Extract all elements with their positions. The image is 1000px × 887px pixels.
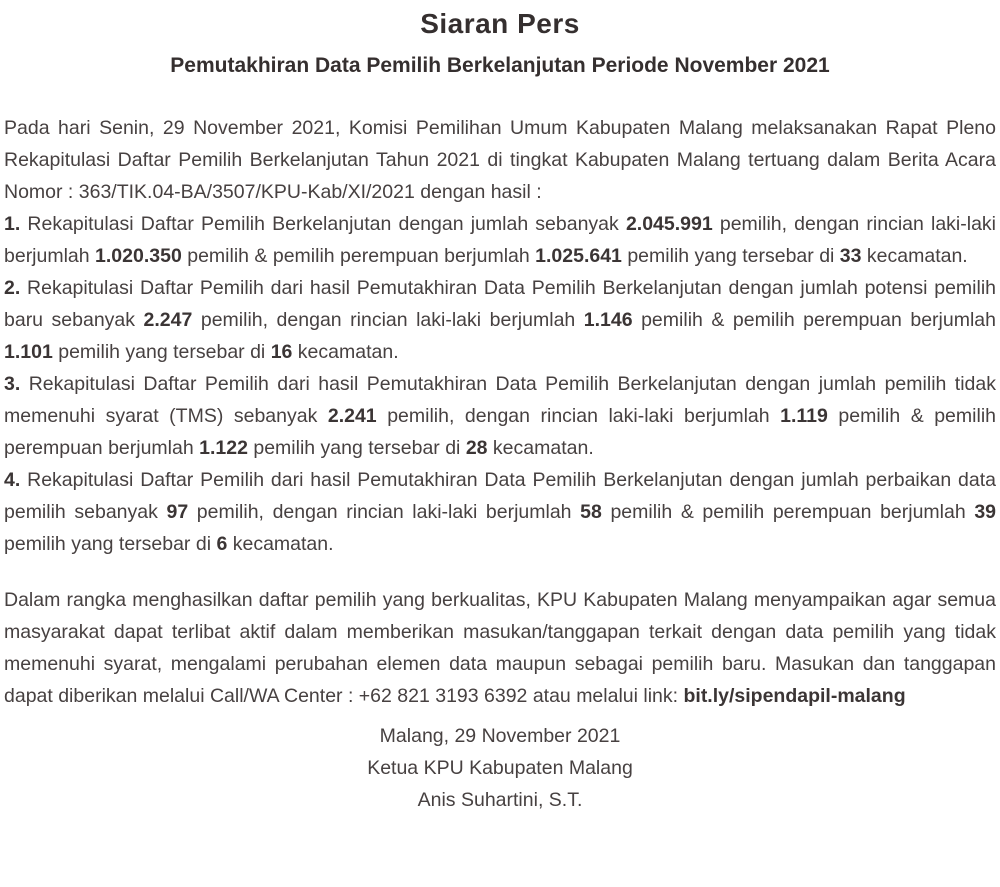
signature-role: Ketua KPU Kabupaten Malang bbox=[367, 757, 633, 779]
text-segment: Dalam rangka menghasilkan daftar pemilih yang berkualitas, KPU Kabupaten Malang menyampaikan agar semua masyarakat dapat terlibat aktif dalam memberikan masukan/tanggapan terkait dengan data pemilih yang tidak memenuhi syarat, mengalami perubahan elemen data maupun sebagai pemilih baru. Masukan dan tanggapan dapat diberikan melalui Call/WA Center : +62 821 3193 6392 atau melalui link: bbox=[4, 589, 996, 707]
text-segment: pemilih & pemilih perempuan berjumlah bbox=[4, 405, 996, 459]
emphasized-text: 1.122 bbox=[199, 437, 248, 459]
emphasized-text: 2.241 bbox=[327, 405, 377, 427]
bitly-link[interactable]: bit.ly/sipendapil-malang bbox=[683, 685, 906, 707]
text-segment: pemilih, dengan rincian laki-laki berjumlah bbox=[188, 501, 581, 523]
document-body bbox=[4, 112, 996, 560]
text-segment: pemilih, dengan rincian laki-laki berjumlah bbox=[376, 405, 781, 427]
emphasized-text: 2. bbox=[4, 277, 21, 299]
signature-place-date: Malang, 29 November 2021 bbox=[379, 725, 621, 747]
text-segment: kecamatan. bbox=[292, 341, 399, 363]
text-segment: pemilih & pemilih perempuan berjumlah bbox=[632, 309, 996, 331]
closing-paragraph bbox=[4, 584, 996, 712]
text-segment: pemilih yang tersebar di bbox=[52, 341, 271, 363]
emphasized-text: 16 bbox=[270, 341, 293, 363]
page-subtitle: Pemutakhiran Data Pemilih Berkelanjutan Periode November 2021 bbox=[170, 54, 830, 77]
emphasized-text: 6 bbox=[216, 533, 228, 555]
text-segment: Rekapitulasi Daftar Pemilih Berkelanjutan dengan jumlah sebanyak bbox=[20, 213, 626, 235]
emphasized-text: 58 bbox=[580, 501, 602, 523]
text-segment: pemilih, dengan rincian laki-laki berjumlah bbox=[4, 213, 997, 267]
point-3 bbox=[4, 368, 996, 464]
emphasized-text: 1.101 bbox=[4, 341, 53, 363]
text-segment: kecamatan. bbox=[487, 437, 594, 459]
emphasized-text: 2.247 bbox=[143, 309, 193, 331]
signature-block bbox=[4, 720, 996, 816]
intro-paragraph: Pada hari Senin, 29 November 2021, Komisi Pemilihan Umum Kabupaten Malang melaksanakan Rapat Pleno Rekapitulasi Daftar Pemilih Berkelanjutan Tahun 2021 di tingkat Kabupaten Malang tertuang dalam Berita Acara Nomor : 363/TIK.04-BA/3507/KPU-Kab/XI/2021 dengan hasil : bbox=[4, 117, 996, 203]
emphasized-text: 2.045.991 bbox=[625, 213, 713, 235]
text-segment: pemilih yang tersebar di bbox=[4, 533, 217, 555]
emphasized-text: 4. bbox=[4, 469, 21, 491]
point-1 bbox=[4, 208, 996, 272]
point-2 bbox=[4, 272, 996, 368]
emphasized-text: 1.025.641 bbox=[535, 245, 622, 267]
signature-name: Anis Suhartini, S.T. bbox=[417, 789, 583, 811]
text-segment: pemilih yang tersebar di bbox=[247, 437, 466, 459]
emphasized-text: 33 bbox=[839, 245, 862, 267]
page-title: Siaran Pers bbox=[420, 8, 580, 39]
emphasized-text: 28 bbox=[465, 437, 488, 459]
emphasized-text: 1.146 bbox=[583, 309, 633, 331]
emphasized-text: 97 bbox=[166, 501, 189, 523]
emphasized-text: 1. bbox=[4, 213, 21, 235]
text-segment: Rekapitulasi Daftar Pemilih dari hasil Pemutakhiran Data Pemilih Berkelanjutan dengan jumlah pemilih tidak memenuhi syarat (TMS) sebanyak bbox=[4, 373, 996, 427]
emphasized-text: 1.020.350 bbox=[95, 245, 182, 267]
text-segment: Rekapitulasi Daftar Pemilih dari hasil Pemutakhiran Data Pemilih Berkelanjutan dengan jumlah perbaikan data pemilih sebanyak bbox=[4, 469, 996, 523]
text-segment: pemilih & pemilih perempuan berjumlah bbox=[181, 245, 536, 267]
text-segment: pemilih, dengan rincian laki-laki berjumlah bbox=[192, 309, 584, 331]
text-segment: kecamatan. bbox=[861, 245, 968, 267]
text-segment: pemilih & pemilih perempuan berjumlah bbox=[601, 501, 975, 523]
point-4 bbox=[4, 464, 996, 560]
text-segment: kecamatan. bbox=[227, 533, 334, 555]
emphasized-text: 39 bbox=[974, 501, 997, 523]
text-segment: Rekapitulasi Daftar Pemilih dari hasil Pemutakhiran Data Pemilih Berkelanjutan dengan jumlah potensi pemilih baru sebanyak bbox=[4, 277, 996, 331]
emphasized-text: 1.119 bbox=[780, 405, 828, 427]
text-segment: pemilih yang tersebar di bbox=[621, 245, 840, 267]
emphasized-text: 3. bbox=[4, 373, 21, 395]
